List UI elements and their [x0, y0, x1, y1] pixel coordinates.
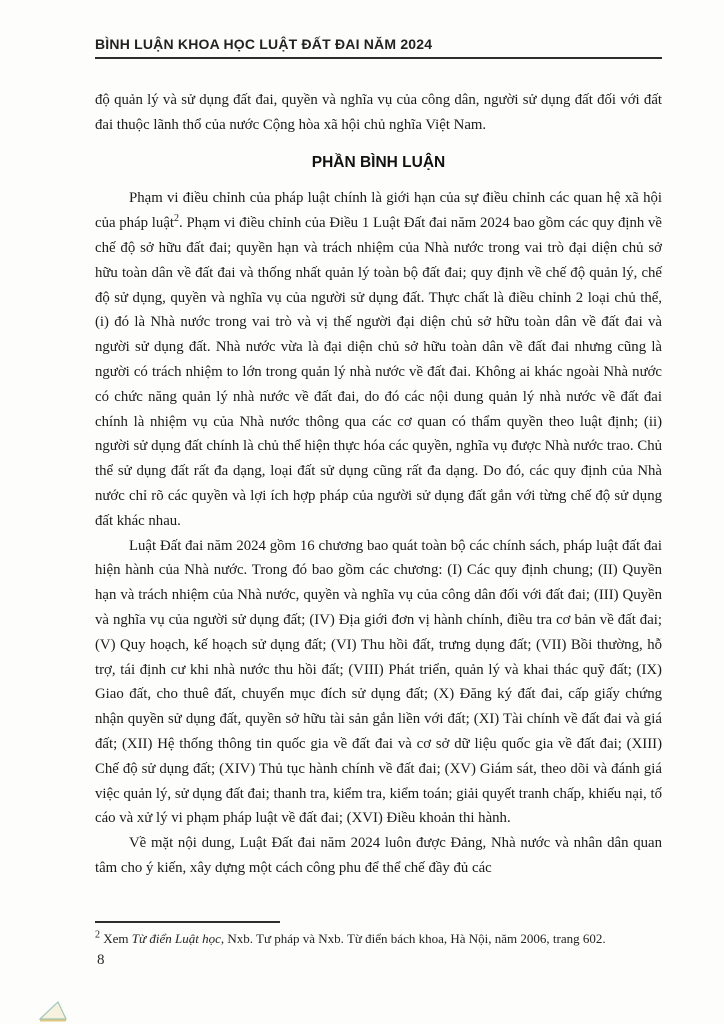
- footnote-lead: Xem: [100, 931, 132, 946]
- paragraph-scope-text-before: Phạm vi điều chỉnh của pháp luật chính là giới hạn của sự điều chỉnh các quan hệ xã hội của pháp luật: [95, 190, 662, 232]
- paragraph-content-intro: Về mặt nội dung, Luật Đất đai năm 2024 luôn được Đảng, Nhà nước và nhân dân quan tâm cho ý kiến, xây dựng một cách công phu để thể chế đầy đủ các: [95, 835, 662, 876]
- paragraph-scope-text-after: . Phạm vi điều chỉnh của Điều 1 Luật Đất đai năm 2024 bao gồm các quy định về chế độ sở hữu đất đai; quyền hạn và trách nhiệm của Nhà nước trong vai trò đại diện chủ sở hữu toàn dân về đất đai và thống nhất quản lý toàn bộ đất đai; quy định về chế độ quản lý, chế độ sử dụng, quyền và nghĩa vụ của người sử dụng đất. Thực chất là điều chỉnh 2 loại chủ thể, (i) đó là Nhà nước trong vai trò và vị thế người đại diện chủ sở hữu toàn dân về đất đai và người sử dụng đất. Nhà nước vừa là đại diện chủ sở hữu toàn dân về đất đai nhưng cũng là người có trách nhiệm to lớn trong quản lý nhà nước về đất đai. Không ai khác ngoài Nhà nước có chức năng quản lý nhà nước về đất đai, do đó các nội dung quản lý nhà nước về đất đai chính là nhiệm vụ của Nhà nước thông qua các cơ quan có thẩm quyền theo luật định; (ii) người sử dụng đất chính là chủ thể hiện thực hóa các quyền, nghĩa vụ được Nhà nước trao. Chủ thể sử dụng đất rất đa dạng, loại đất sử dụng cũng rất đa dạng. Do đó, các quy định của Nhà nước chỉ rõ các quyền và lợi ích hợp pháp của người sử dụng đất gắn với từng chế độ sử dụng đất khác nhau.: [95, 215, 662, 529]
- footnote-divider: [95, 921, 280, 923]
- footnote-marker: 2: [95, 929, 100, 941]
- running-header-title: BÌNH LUẬN KHOA HỌC LUẬT ĐẤT ĐAI NĂM 2024: [95, 36, 433, 52]
- footnote-reference-marker: 2: [174, 213, 179, 225]
- footnote: [95, 930, 662, 948]
- footnote-book-title: Từ điển Luật học: [131, 931, 221, 946]
- paragraph-chapters: Luật Đất đai năm 2024 gồm 16 chương bao quát toàn bộ các chính sách, pháp luật đất đai hiện hành của Nhà nước. Trong đó bao gồm các chương: (I) Các quy định chung; (II) Quyền hạn và trách nhiệm của Nhà nước, quyền và nghĩa vụ của công dân đối với đất đai; (III) Quyền và nghĩa vụ của người sử dụng đất; (IV) Địa giới đơn vị hành chính, điều tra cơ bản về đất đai; (V) Quy hoạch, kế hoạch sử dụng đất; (VI) Thu hồi đất, trưng dụng đất; (VII) Bồi thường, hỗ trợ, tái định cư khi nhà nước thu hồi đất; (VIII) Phát triển, quản lý và khai thác quỹ đất; (IX) Giao đất, cho thuê đất, chuyển mục đích sử dụng đất; (X) Đăng ký đất đai, cấp giấy chứng nhận quyền sử dụng đất, quyền sở hữu tài sản gắn liền với đất; (XI) Tài chính về đất đai và giá đất; (XII) Hệ thống thông tin quốc gia về đất đai và cơ sở dữ liệu quốc gia về đất đai; (XIII) Chế độ sử dụng đất; (XIV) Thủ tục hành chính về đất đai; (XV) Giám sát, theo dõi và đánh giá việc quản lý, sử dụng đất đai; thanh tra, kiểm tra, kiểm toán; giải quyết tranh chấp, khiếu nại, tố cáo và xử lý vi phạm pháp luật về đất đai; (XVI) Điều khoản thi hành.: [95, 537, 662, 827]
- page-number: 8: [97, 952, 105, 968]
- continuation-paragraph: độ quản lý và sử dụng đất đai, quyền và nghĩa vụ của công dân, người sử dụng đất đối với đất đai thuộc lãnh thổ của nước Cộng hòa xã hội chủ nghĩa Việt Nam.: [95, 92, 662, 133]
- corner-mark-icon: [36, 999, 70, 1024]
- paragraph-scope: [95, 186, 662, 533]
- page-body: [95, 88, 662, 881]
- section-heading: PHẦN BÌNH LUẬN: [311, 153, 446, 171]
- running-header: [95, 36, 662, 59]
- footnote-rest: , Nxb. Tư pháp và Nxb. Từ điển bách khoa, Hà Nội, năm 2006, trang 602.: [220, 931, 606, 946]
- footnote-block: [95, 921, 662, 948]
